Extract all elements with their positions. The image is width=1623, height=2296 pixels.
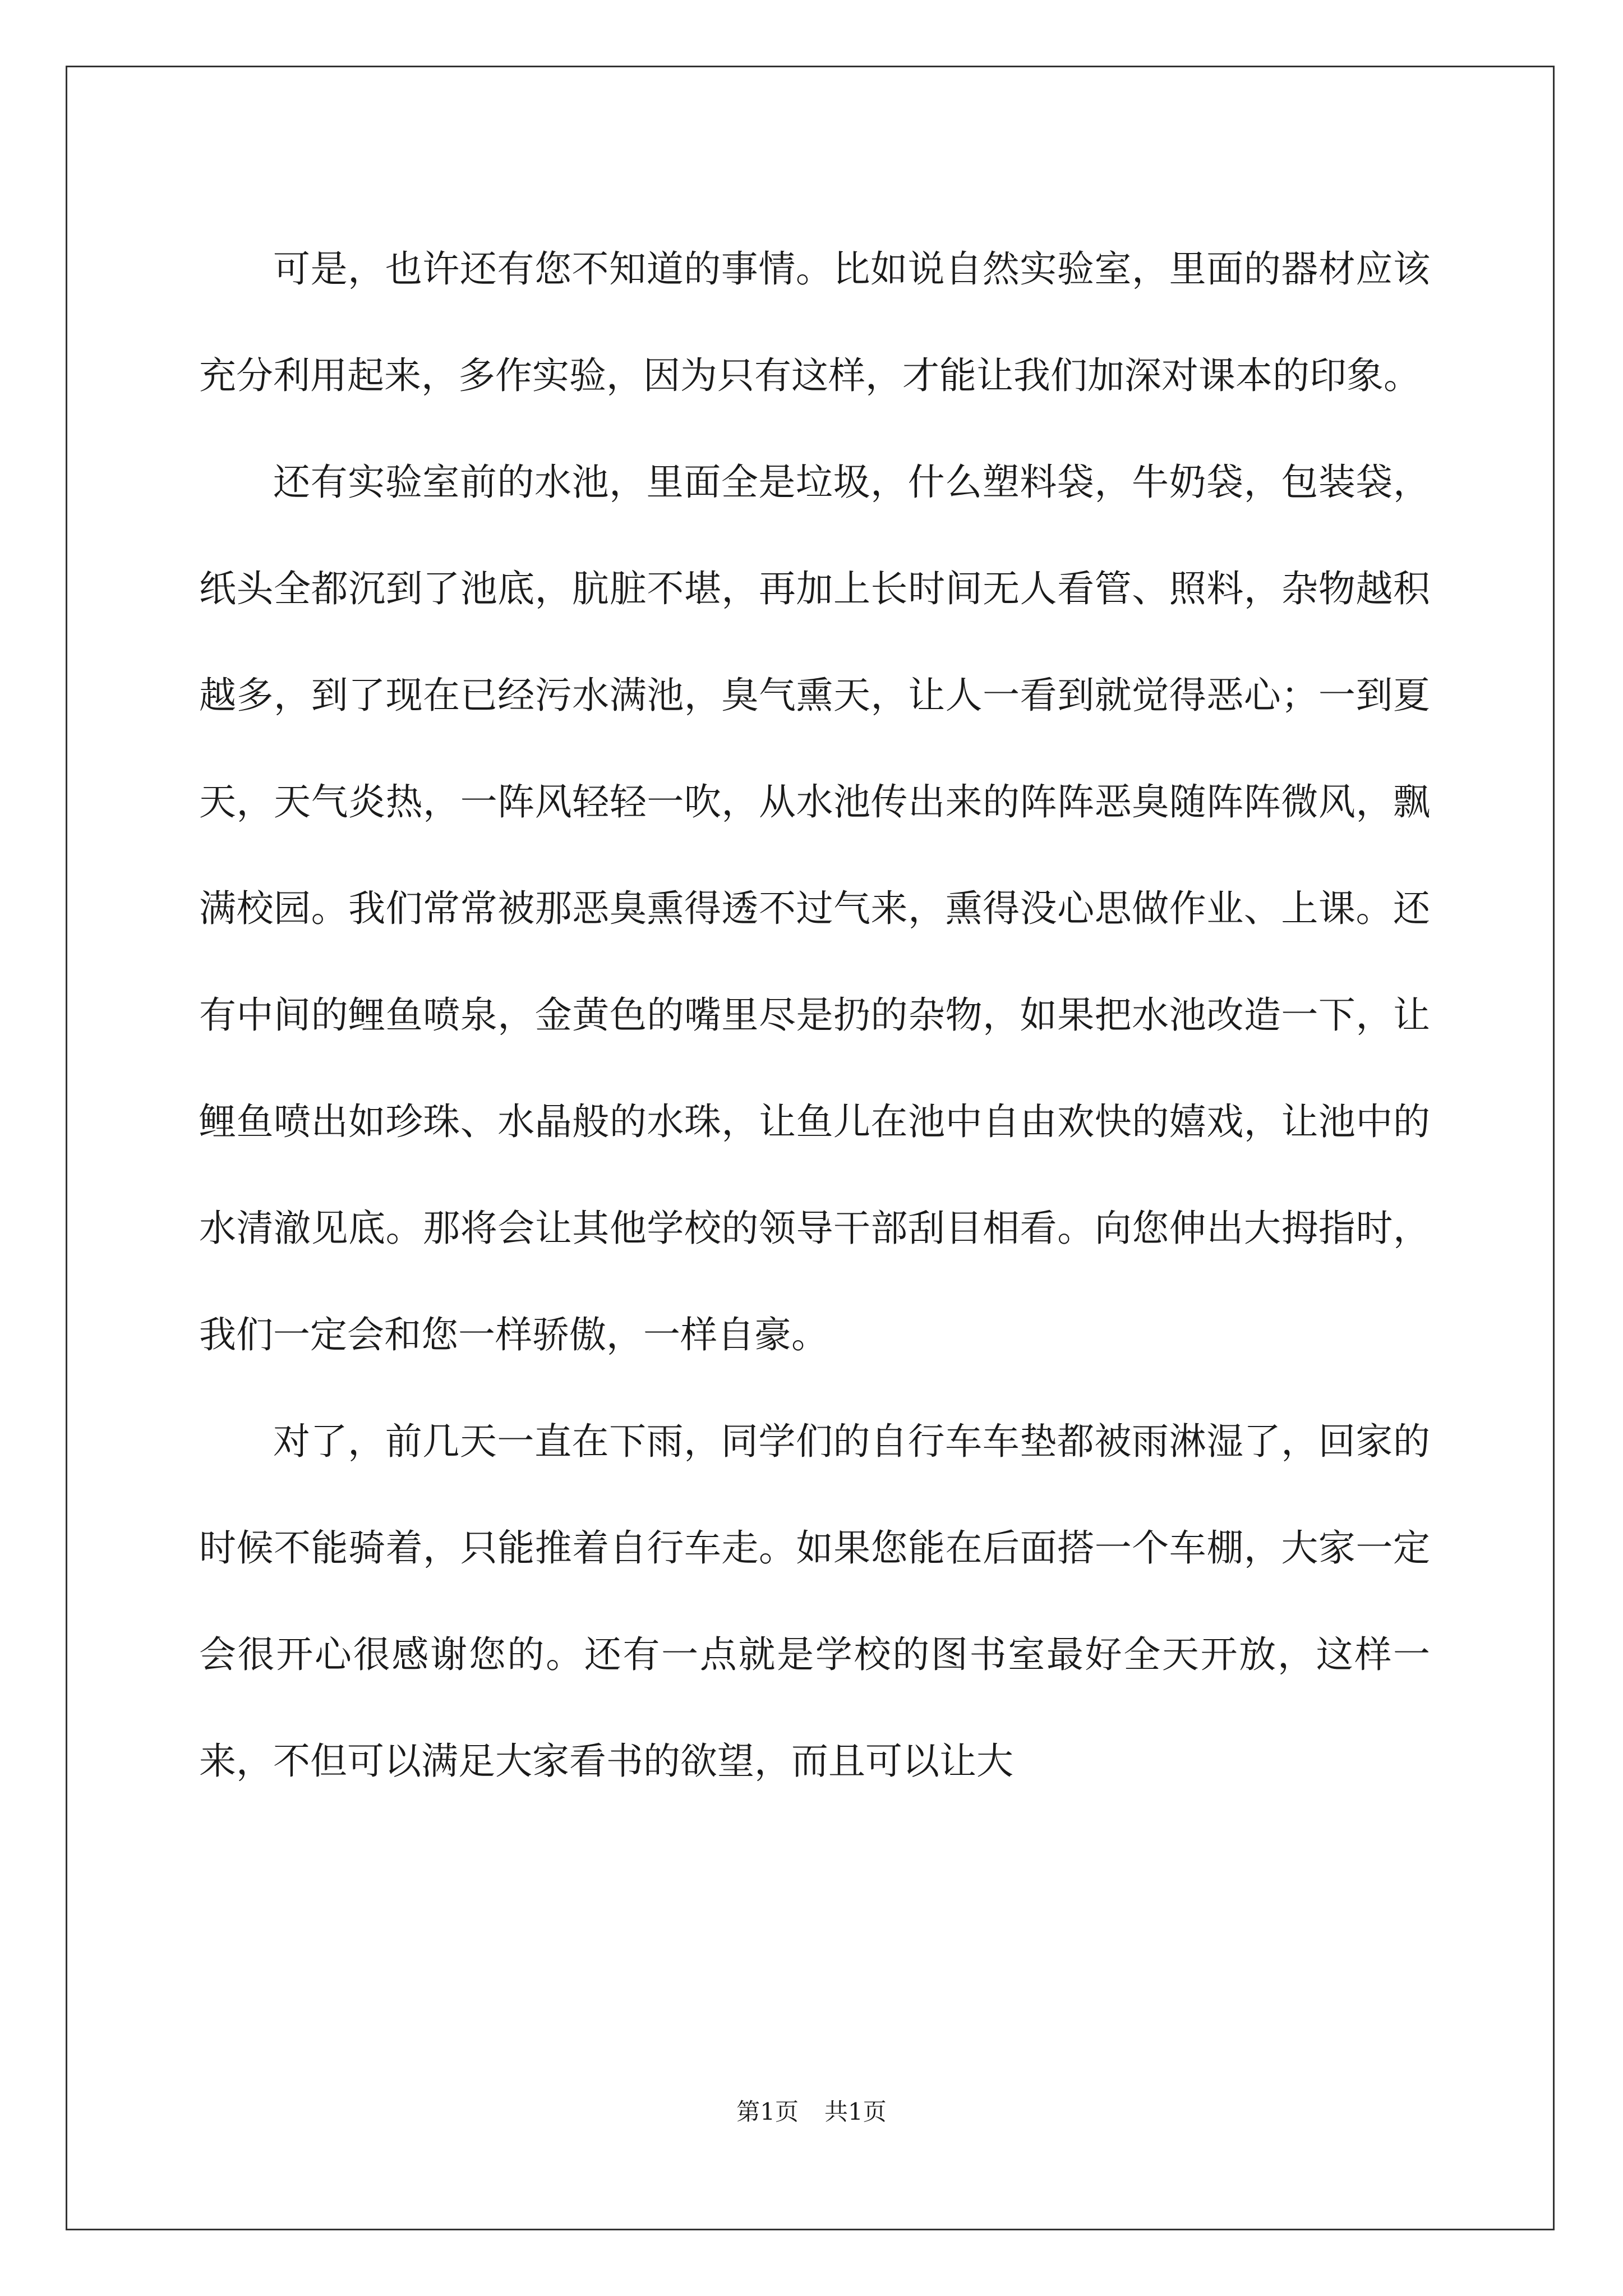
document-body [199,216,1430,1815]
paragraph: 可是，也许还有您不知道的事情。比如说自然实验室，里面的器材应该充分利用起来，多作实验，因为只有这样，才能让我们加深对课本的印象。 [199,247,1430,397]
paragraph: 还有实验室前的水池，里面全是垃圾，什么塑料袋，牛奶袋，包装袋，纸头全都沉到了池底，肮脏不堪，再加上长时间无人看管、照料，杂物越积越多，到了现在已经污水满池，臭气熏天，让人一看到就觉得恶心；一到夏天，天气炎热，一阵风轻轻一吹，从水池传出来的阵阵恶臭随阵阵微风，飘满校园。我们常常被那恶臭熏得透不过气来，熏得没心思做作业、上课。还有中间的鲤鱼喷泉，金黄色的嘴里尽是扔的杂物，如果把水池改造一下，让鲤鱼喷出如珍珠、水晶般的水珠，让鱼儿在池中自由欢快的嬉戏，让池中的水清澈见底。那将会让其他学校的领导干部刮目相看。向您伸出大拇指时，我们一定会和您一样骄傲，一样自豪。 [199,461,1430,1356]
paragraph: 对了，前几天一直在下雨，同学们的自行车车垫都被雨淋湿了，回家的时候不能骑着，只能推着自行车走。如果您能在后面搭一个车棚，大家一定会很开心很感谢您的。还有一点就是学校的图书室最好全天开放，这样一来，不但可以满足大家看书的欲望，而且可以让大 [199,1420,1430,1783]
page-footer [0,2095,1623,2129]
page-total: 共1页 [824,2098,887,2125]
page-number: 第1页 [736,2098,799,2125]
